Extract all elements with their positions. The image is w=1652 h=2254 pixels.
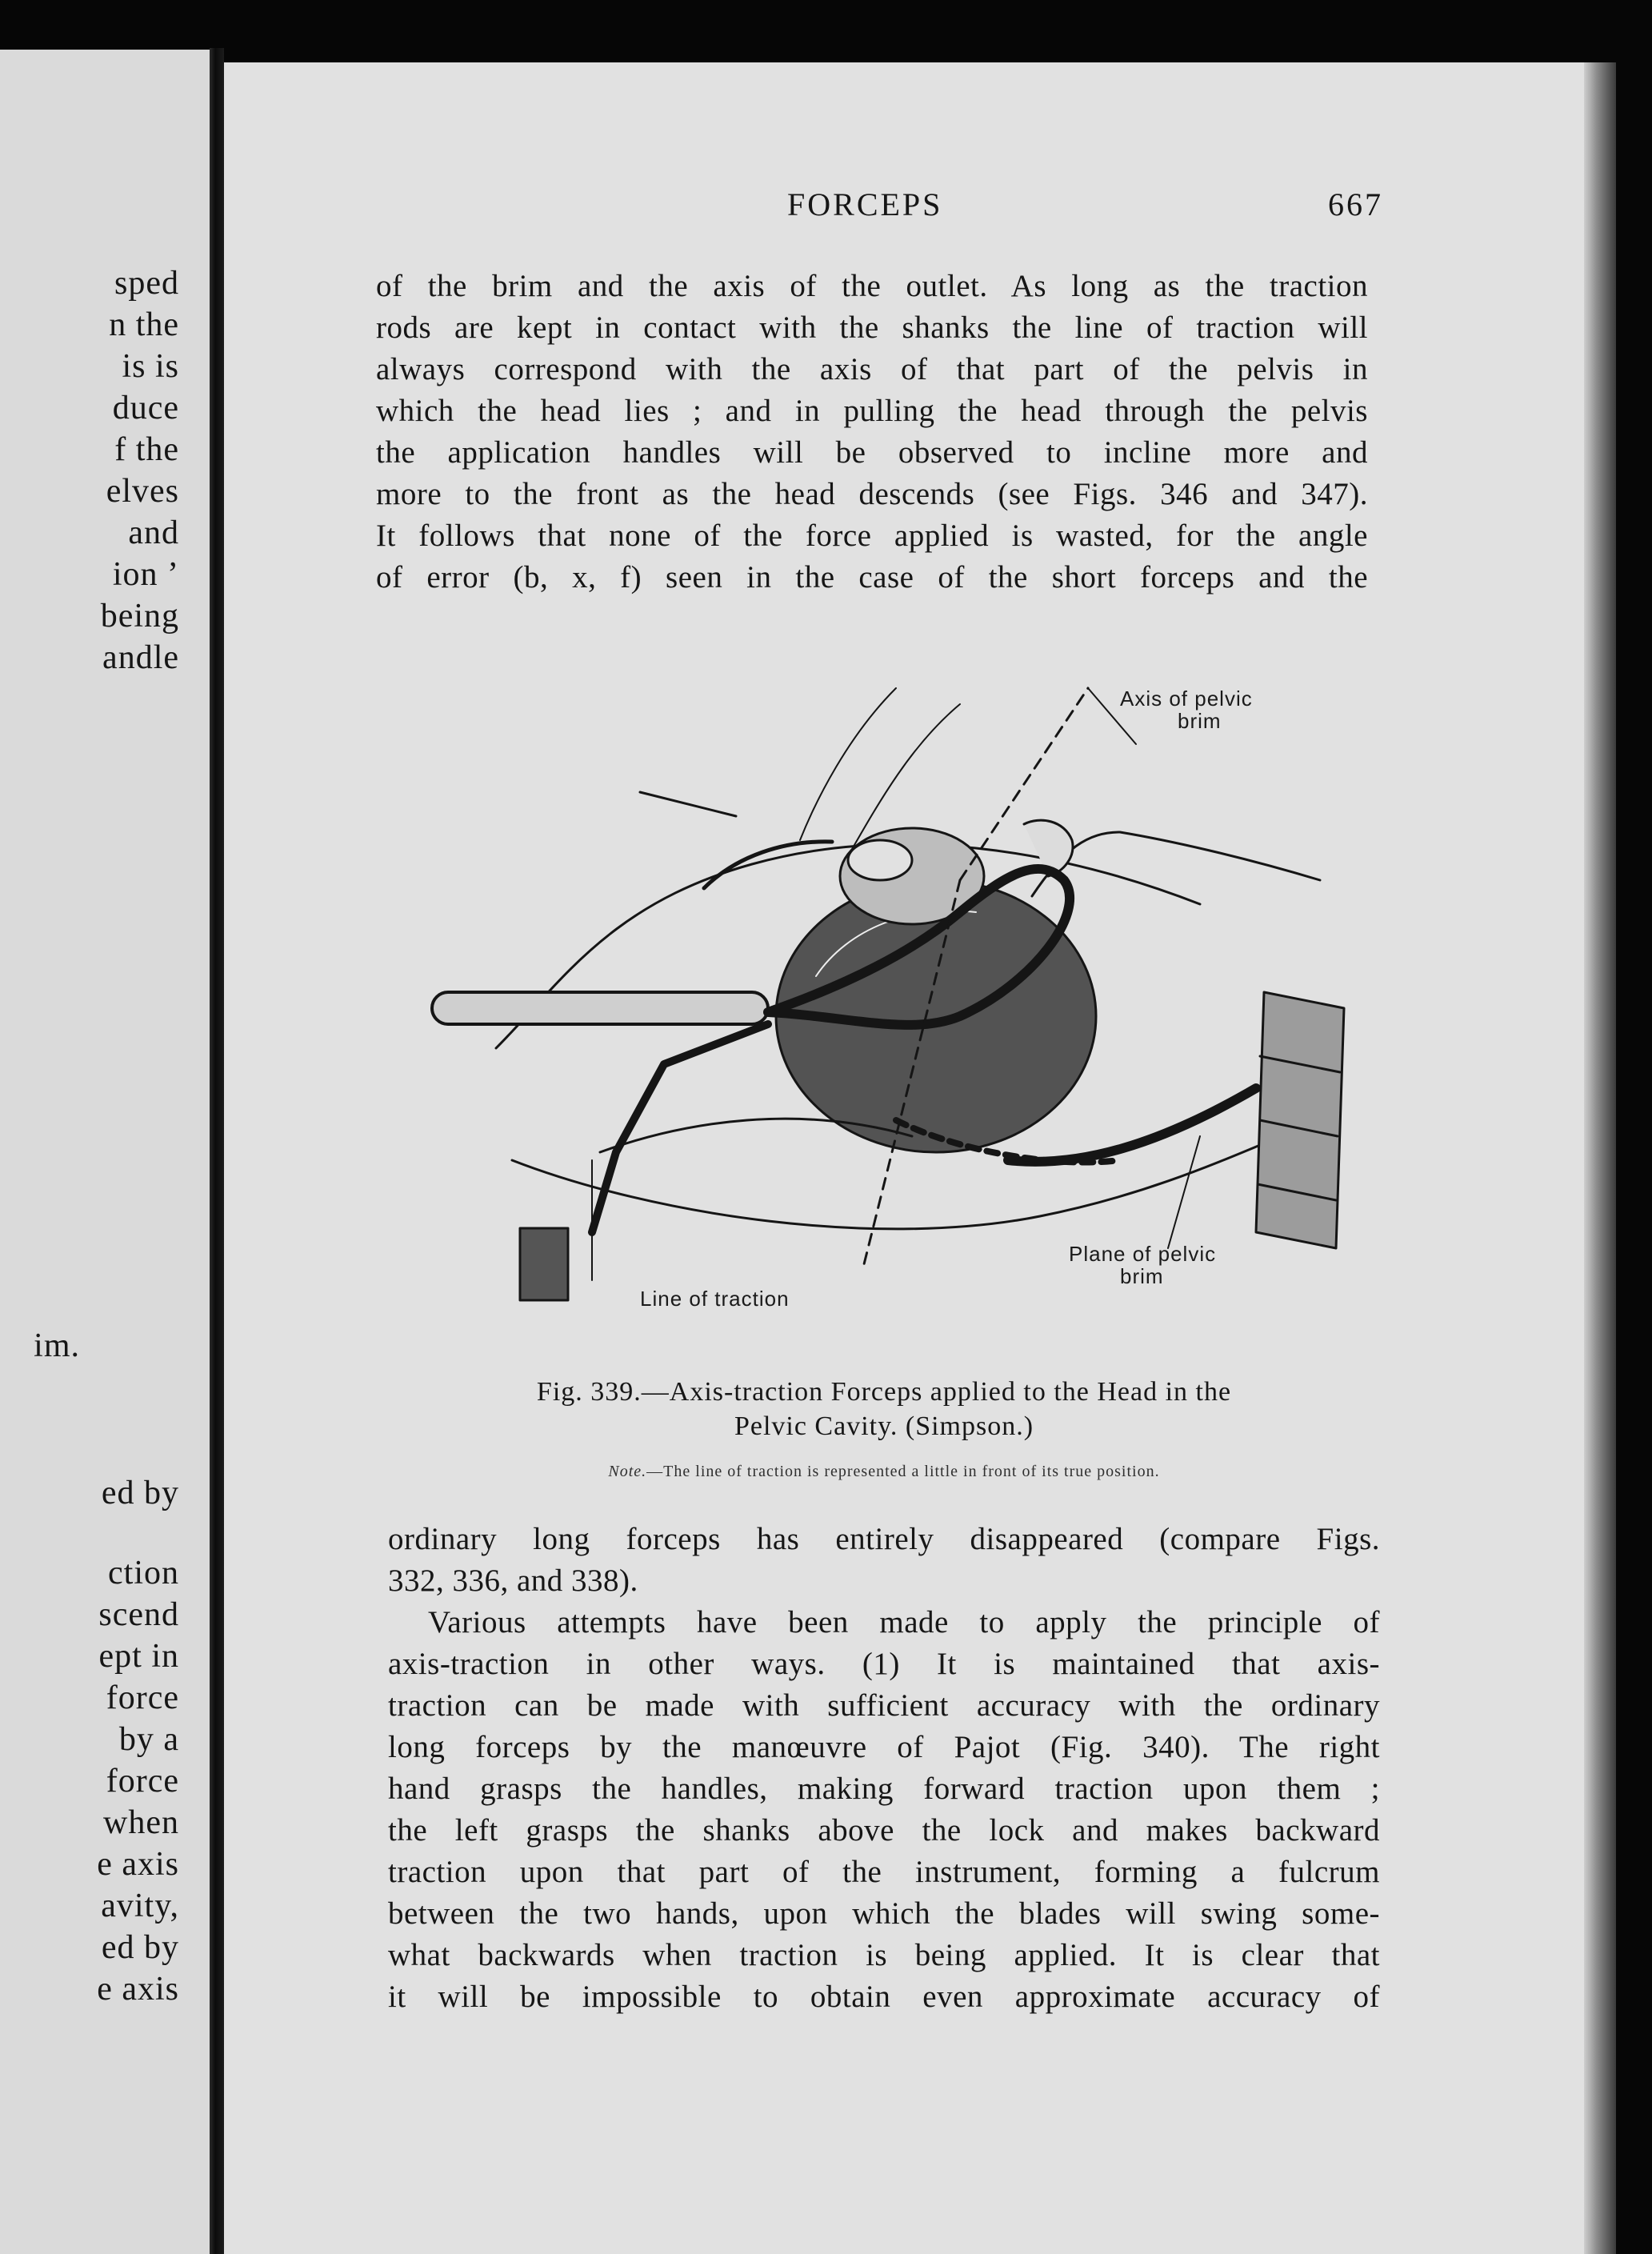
left-page-line: when bbox=[103, 1804, 179, 1841]
left-page-line: e axis bbox=[97, 1971, 179, 2008]
label-axis-of-pelvic-brim: brim bbox=[1178, 709, 1222, 733]
page-edge bbox=[1584, 62, 1616, 2254]
page-number: 667 bbox=[1328, 186, 1383, 222]
left-page-line: sped bbox=[114, 265, 179, 302]
note-text: —The line of traction is represented a little in front of its true position. bbox=[646, 1463, 1160, 1480]
figure-caption: Fig. 339.—Axis-traction Forceps applied to the Head in the bbox=[536, 1377, 1232, 1407]
traction-rod bbox=[592, 1024, 768, 1232]
note-prefix: Note. bbox=[608, 1463, 647, 1480]
label-line-of-traction: Line of traction bbox=[640, 1287, 790, 1311]
left-page-line: force bbox=[106, 1679, 179, 1716]
left-page-line: ion ’ bbox=[112, 556, 179, 593]
traction-bar bbox=[520, 1228, 568, 1300]
label-plane-of-pelvic-brim: brim bbox=[1120, 1264, 1164, 1288]
hair-mark bbox=[704, 842, 832, 888]
left-page-line: being bbox=[100, 598, 179, 635]
left-page-line: and bbox=[128, 514, 179, 551]
text-line: between the two hands, upon which the blades will swing some- bbox=[388, 1896, 1380, 1931]
text-line: always correspond with the axis of that part of the pelvis in bbox=[376, 352, 1368, 386]
leg-outline bbox=[640, 792, 736, 816]
left-page-line: avity, bbox=[101, 1888, 179, 1924]
text-line: of error (b, x, f) seen in the case of the short forceps and the bbox=[376, 560, 1368, 595]
running-header: FORCEPS bbox=[787, 186, 943, 222]
left-page-line: andle bbox=[102, 639, 179, 676]
left-page-line: is is bbox=[122, 348, 179, 385]
text-line: which the head lies ; and in pulling the head through the pelvis bbox=[376, 394, 1368, 428]
text-line: axis-traction in other ways. (1) It is maintained that axis- bbox=[388, 1647, 1380, 1681]
sacrum bbox=[1256, 992, 1344, 1248]
text-line: Various attempts have been made to apply the principle of bbox=[428, 1605, 1380, 1639]
skin-fold bbox=[800, 688, 896, 840]
left-page-line: ction bbox=[108, 1555, 179, 1591]
left-page bbox=[0, 50, 210, 2254]
book-gutter bbox=[210, 48, 224, 2254]
text-line: rods are kept in contact with the shanks the line of traction will bbox=[376, 310, 1368, 345]
left-page-line: ed by bbox=[101, 1929, 179, 1966]
left-page-line: force bbox=[106, 1763, 179, 1800]
text-line: ordinary long forceps has entirely disappeared (compare Figs. bbox=[388, 1522, 1380, 1556]
label-axis-of-pelvic-brim: Axis of pelvic bbox=[1120, 687, 1253, 711]
text-line: It follows that none of the force applied is wasted, for the angle bbox=[376, 518, 1368, 553]
left-page-line: by a bbox=[118, 1721, 179, 1758]
left-page-line: n the bbox=[109, 306, 179, 343]
plane-leader bbox=[1168, 1136, 1200, 1248]
text-line: more to the front as the head descends (see Figs. 346 and 347). bbox=[376, 477, 1368, 511]
text-line: traction upon that part of the instrument, forming a fulcrum bbox=[388, 1855, 1380, 1889]
figure-caption: Pelvic Cavity. (Simpson.) bbox=[734, 1411, 1034, 1441]
left-page-line: im. bbox=[34, 1327, 80, 1364]
figure-note bbox=[448, 1463, 1320, 1481]
left-page-line: e axis bbox=[97, 1846, 179, 1883]
text-line: what backwards when traction is being applied. It is clear that bbox=[388, 1938, 1380, 1972]
left-page-line: f the bbox=[114, 431, 179, 468]
left-page-line: scend bbox=[98, 1596, 179, 1633]
text-line: long forceps by the manœuvre of Pajot (Fig. 340). The right bbox=[388, 1730, 1380, 1764]
forceps-illustration bbox=[400, 640, 1360, 1344]
text-line: the application handles will be observed to incline more and bbox=[376, 435, 1368, 470]
left-page-line: elves bbox=[106, 473, 179, 510]
text-line: traction can be made with sufficient accuracy with the ordinary bbox=[388, 1688, 1380, 1723]
left-page-line: ept in bbox=[98, 1638, 179, 1675]
text-line: 332, 336, and 338). bbox=[388, 1563, 638, 1598]
left-page-line: duce bbox=[112, 390, 179, 426]
text-line: of the brim and the axis of the outlet. As long as the traction bbox=[376, 269, 1368, 303]
text-line: the left grasps the shanks above the lock and makes backward bbox=[388, 1813, 1380, 1848]
left-page-line: ed by bbox=[101, 1475, 179, 1511]
label-plane-of-pelvic-brim: Plane of pelvic bbox=[1069, 1242, 1217, 1266]
text-line: it will be impossible to obtain even approximate accuracy of bbox=[388, 1980, 1380, 2014]
symphysis-ring bbox=[848, 840, 912, 880]
traction-handle bbox=[432, 992, 768, 1024]
text-line: hand grasps the handles, making forward traction upon them ; bbox=[388, 1772, 1380, 1806]
